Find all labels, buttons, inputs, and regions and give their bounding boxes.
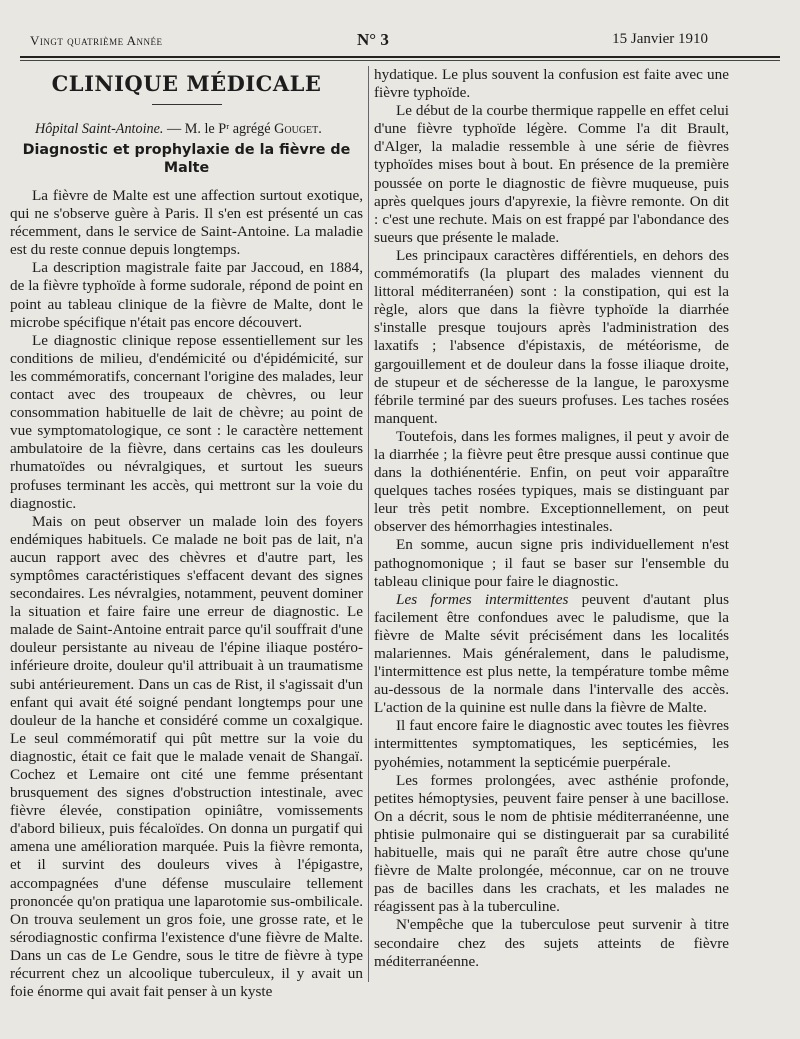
byline — [10, 121, 363, 138]
paragraph: N'empêche que la tuberculose peut survenir à titre secondaire chez des sujets atteints de fièvre méditerranéenne. — [374, 916, 729, 970]
section-title-rule — [152, 104, 222, 105]
italic-lead: Les formes intermittentes — [396, 590, 569, 608]
left-column — [10, 66, 363, 1001]
paragraph: La fièvre de Malte est une affection surtout exotique, qui ne s'observe guère à Paris. Il s'en est présenté un cas récemment, dans le service de Saint-Antoine. La maladie est du reste connue depuis longtemps. — [10, 187, 363, 259]
paragraph — [374, 591, 729, 718]
issue-number: N° 3 — [357, 30, 389, 49]
paragraph: Le diagnostic clinique repose essentiellement sur les conditions de milieu, d'endémicité ou d'épidémicité, sur les commémoratifs, concernant l'origine des malades, leur contact avec des troupeaux de chèvres, ou leur consommation habituelle de lait de chèvre; au point de vue symptomatologique, ce sont : le caractère nettement ambulatoire de la fièvre, dans certains cas les douleurs rhumatoïdes ou névralgiques, et surtout les sueurs profuses terminant les accès, qui mettront sur la voie du diagnostic. — [10, 331, 363, 512]
paragraph: Les formes prolongées, avec asthénie profonde, petites hémoptysies, peuvent faire penser à une bacillose. On a décrit, sous le nom de phtisie méditerranéenne, une phtisie pulmonaire qui se distinguerait par sa curabilité habituelle, mais qui ne paraît être autre chose qu'une fièvre de Malte prolongée, méconnue, car on ne trouve pas de bacilles dans les crachats, et les malades ne réagissent pas à la tuberculine. — [374, 771, 729, 916]
article-title: Diagnostic et prophylaxie de la fièvre de Malte — [22, 142, 351, 176]
byline-author: Gouget. — [274, 121, 322, 137]
header-rule-thin — [20, 60, 780, 61]
right-column — [374, 66, 729, 971]
paragraph-text: peuvent d'autant plus facilement être confondues avec le paludisme, que la fièvre de Malte sévit précisément dans les localités malariennes. Mais généralement, dans le paludisme, l'intermittence est plus nette, la température tombe même au-dessous de la normale dans l'intervalle des accès. L'action de la quinine est nulle dans la fièvre de Malte. — [374, 590, 729, 717]
header-rule — [20, 56, 780, 58]
paragraph-continued: hydatique. Le plus souvent la confusion est faite avec une fièvre typhoïde. — [374, 66, 729, 102]
byline-place: Hôpital Saint-Antoine. — [35, 121, 164, 137]
volume-label: Vingt quatrième Année — [30, 33, 163, 48]
byline-separator: — M. le Pʳ agrégé — [163, 121, 275, 137]
paragraph: En somme, aucun signe pris individuellement n'est pathognomonique ; il faut se baser sur l'ensemble du tableau clinique pour faire le diagnostic. — [374, 536, 729, 590]
issue-date: 15 Janvier 1910 — [612, 31, 708, 47]
column-divider — [368, 66, 369, 982]
paragraph: Les principaux caractères différentiels, en dehors des commémoratifs (la plupart des malades viennent du littoral méditerranéen) sont : la constipation, qui est la règle, alors que dans la fièvre typhoïde la diarrhée s'installe presque toujours après l'administration des laxatifs ; l'absence d'épistaxis, de météorisme, de gargouillement et de douleur dans la fosse iliaque droite, de stupeur et de sécheresse de la langue, le paroxysme fébrile terminé par des sueurs profuses. Les taches rosées manquent. — [374, 246, 729, 427]
section-title: CLINIQUE MÉDICALE — [51, 71, 322, 96]
paragraph: Toutefois, dans les formes malignes, il peut y avoir de la diarrhée ; la fièvre peut être presque aussi continue que dans la dothiénentérie. Enfin, on peut voir apparaître quelques taches rosées typiques, mais se distinguant par leur très petit nombre. Exceptionnellement, on peut observer des hémorrhagies intestinales. — [374, 427, 729, 536]
paragraph: La description magistrale faite par Jaccoud, en 1884, de la fièvre typhoïde à forme sudorale, répond de point en point au tableau clinique de la fièvre de Malte, dont le microbe spécifique n'était pas encore découvert. — [10, 259, 363, 331]
paragraph: Mais on peut observer un malade loin des foyers endémiques habituels. Ce malade ne boit pas de lait, n'a aucun rapport avec des chèvres et d'autre part, les symptômes caractéristiques s'effacent devant des signes secondaires. Les névralgies, notamment, peuvent dominer la situation et faire faire une erreur de diagnostic. Le malade de Saint-Antoine entrait parce qu'il souffrait d'une douleur persistante au niveau de l'épine iliaque postéro-inférieure droite, douleur qu'il attribuait à un traumatisme subi antérieurement. Dans un cas de Rist, il s'agissait d'un enfant qui avait été soigné pendant longtemps pour une douleur de la hanche et considéré comme un coxalgique. Le seul commémoratif qui pût mettre sur la voie du diagnostic, était ce fait que le malade venait de Shangaï. Cochez et Lemaire ont cité une femme présentant brusquement des signes d'obstruction intestinale, avec fièvre élevée, constipation opiniâtre, vomissements d'abord bilieux, puis fécaloïdes. On donna un purgatif qui amena une amélioration marquée. Puis la fièvre remonta, et il survint des douleurs vives à l'épigastre, accompagnées d'une défense musculaire tellement prononcée qu'on pratiqua une laparotomie sus-ombilicale. On trouva seulement un gros foie, une grosse rate, et le sérodiagnostic confirma l'existence d'une fièvre de Malte. Dans un cas de Le Gendre, sous le titre de fièvre à type récurrent chez un alcoolique tuberculeux, il y avait un foie énorme qui avait fait penser à un kyste — [10, 512, 363, 1001]
paragraph: Il faut encore faire le diagnostic avec toutes les fièvres intermittentes symptomatiques, les septicémies, les pyohémies, notamment la septicémie puerpérale. — [374, 717, 729, 771]
paragraph: Le début de la courbe thermique rappelle en effet celui d'une fièvre typhoïde légère. Comme l'a dit Brault, d'Alger, la maladie ressemble à une série de fièvres typhoïdes mises bout à bout. En présence de la première poussée on porte le diagnostic de fièvre muqueuse, puis après quelques jours d'apyrexie, la fièvre remonte. On dit : c'est une rechute. Mais on est frappé par l'abondance des sueurs que présente le malade. — [374, 102, 729, 246]
page-header — [0, 0, 800, 62]
